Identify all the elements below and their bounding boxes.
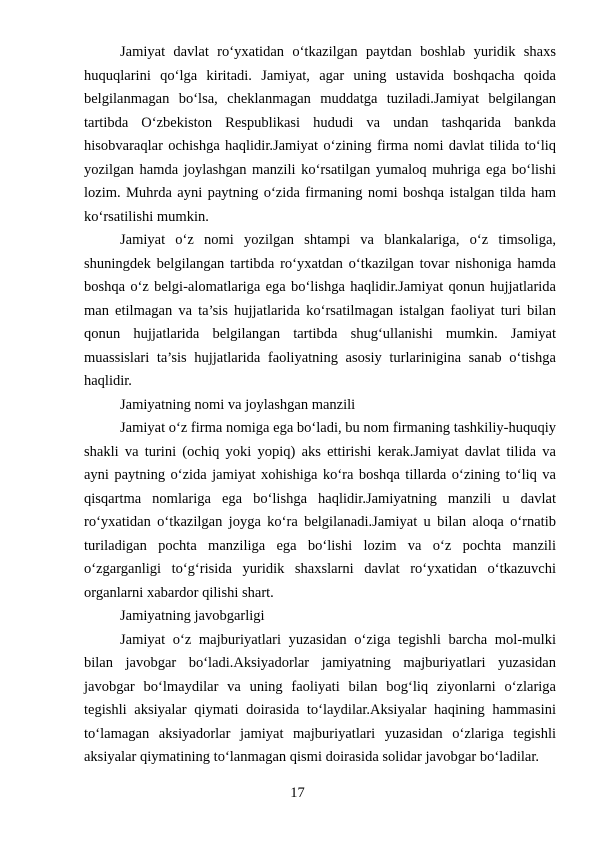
paragraph-name-and-address: Jamiyat o‘z firma nomiga ega bo‘ladi, bu nom firmaning tashkiliy-huquqiy shakli va turini (ochiq yoki yopiq) aks ettirishi kerak.Jamiyat davlat tilida va ayni paytning o‘zida jamiyat xohishiga ko‘ra boshqa tillarda o‘zining to‘liq va qisqartma nomlariga ega bo‘lishga haqlidir.Jamiyatning manzili u davlat ro‘yxatidan o‘tkazilgan joyga ko‘ra belgilanadi.Jamiyat u bilan aloqa o‘rnatib turiladigan pochta manziliga ega bo‘lishi lozim va o‘z pochta manzili o‘zgarganligi to‘g‘risida yuridik shaxslarni davlat ro‘yxatidan o‘tkazuvchi organlarni xabardor qilishi shart. <box>84 420 556 601</box>
section-heading-name-and-address: Jamiyatning nomi va joylashgan manzili <box>120 396 356 413</box>
document-body <box>84 41 556 770</box>
paragraph-stamps-and-activities: Jamiyat o‘z nomi yozilgan shtampi va blankalariga, o‘z timsoliga, shuningdek belgilangan tartibda ro‘yxatdan o‘tkazilgan tovar nishoniga hamda boshqa o‘z belgi-alomatlariga ega bo‘lishga haqlidir.Jamiyat qonun hujjatlarida man etilmagan va ta’sis hujjatlarida ko‘rsatilmagan istalgan faoliyat turi bilan qonun hujjatlarida belgilangan tartibda shug‘ullanishi mumkin. Jamiyat muassislari ta’sis hujjatlarida faoliyatning asosiy turlarinigina sanab o‘tishga haqlidir. <box>84 232 556 389</box>
section-heading-liability: Jamiyatning javobgarligi <box>120 608 265 624</box>
page-number: 17 <box>290 785 305 801</box>
paragraph-legal-status: Jamiyat davlat ro‘yxatidan o‘tkazilgan paytdan boshlab yuridik shaxs huquqlarini qo‘lga kiritadi. Jamiyat, agar uning ustavida boshqacha qoida belgilanmagan bo‘lsa, cheklanmagan muddatga tuziladi.Jamiyat belgilangan tartibda O‘zbekiston Respublikasi hududi va undan tashqarida bankda hisobvaraqlar ochishga haqlidir.Jamiyat o‘zining firma nomi davlat tilida to‘liq yozilgan hamda joylashgan manzili ko‘rsatilgan yumaloq muhriga ega bo‘lishi lozim. Muhrda ayni paytning o‘zida firmaning nomi boshqa istalgan tilda ham ko‘rsatilishi mumkin. <box>84 44 556 225</box>
paragraph-liability: Jamiyat o‘z majburiyatlari yuzasidan o‘ziga tegishli barcha mol-mulki bilan javobgar bo‘ladi.Aksiyadorlar jamiyatning majburiyatlari yuzasidan javobgar bo‘lmaydilar va uning faoliyati bilan bog‘liq ziyonlarni o‘zlariga tegishli aksiyalar qiymati doirasida to‘laydilar.Aksiyalar haqining hammasini to‘lamagan aksiyadorlar jamiyat majburiyatlari yuzasidan o‘zlariga tegishli aksiyalar qiymatining to‘lanmagan qismi doirasida solidar javobgar bo‘ladilar. <box>84 631 556 765</box>
